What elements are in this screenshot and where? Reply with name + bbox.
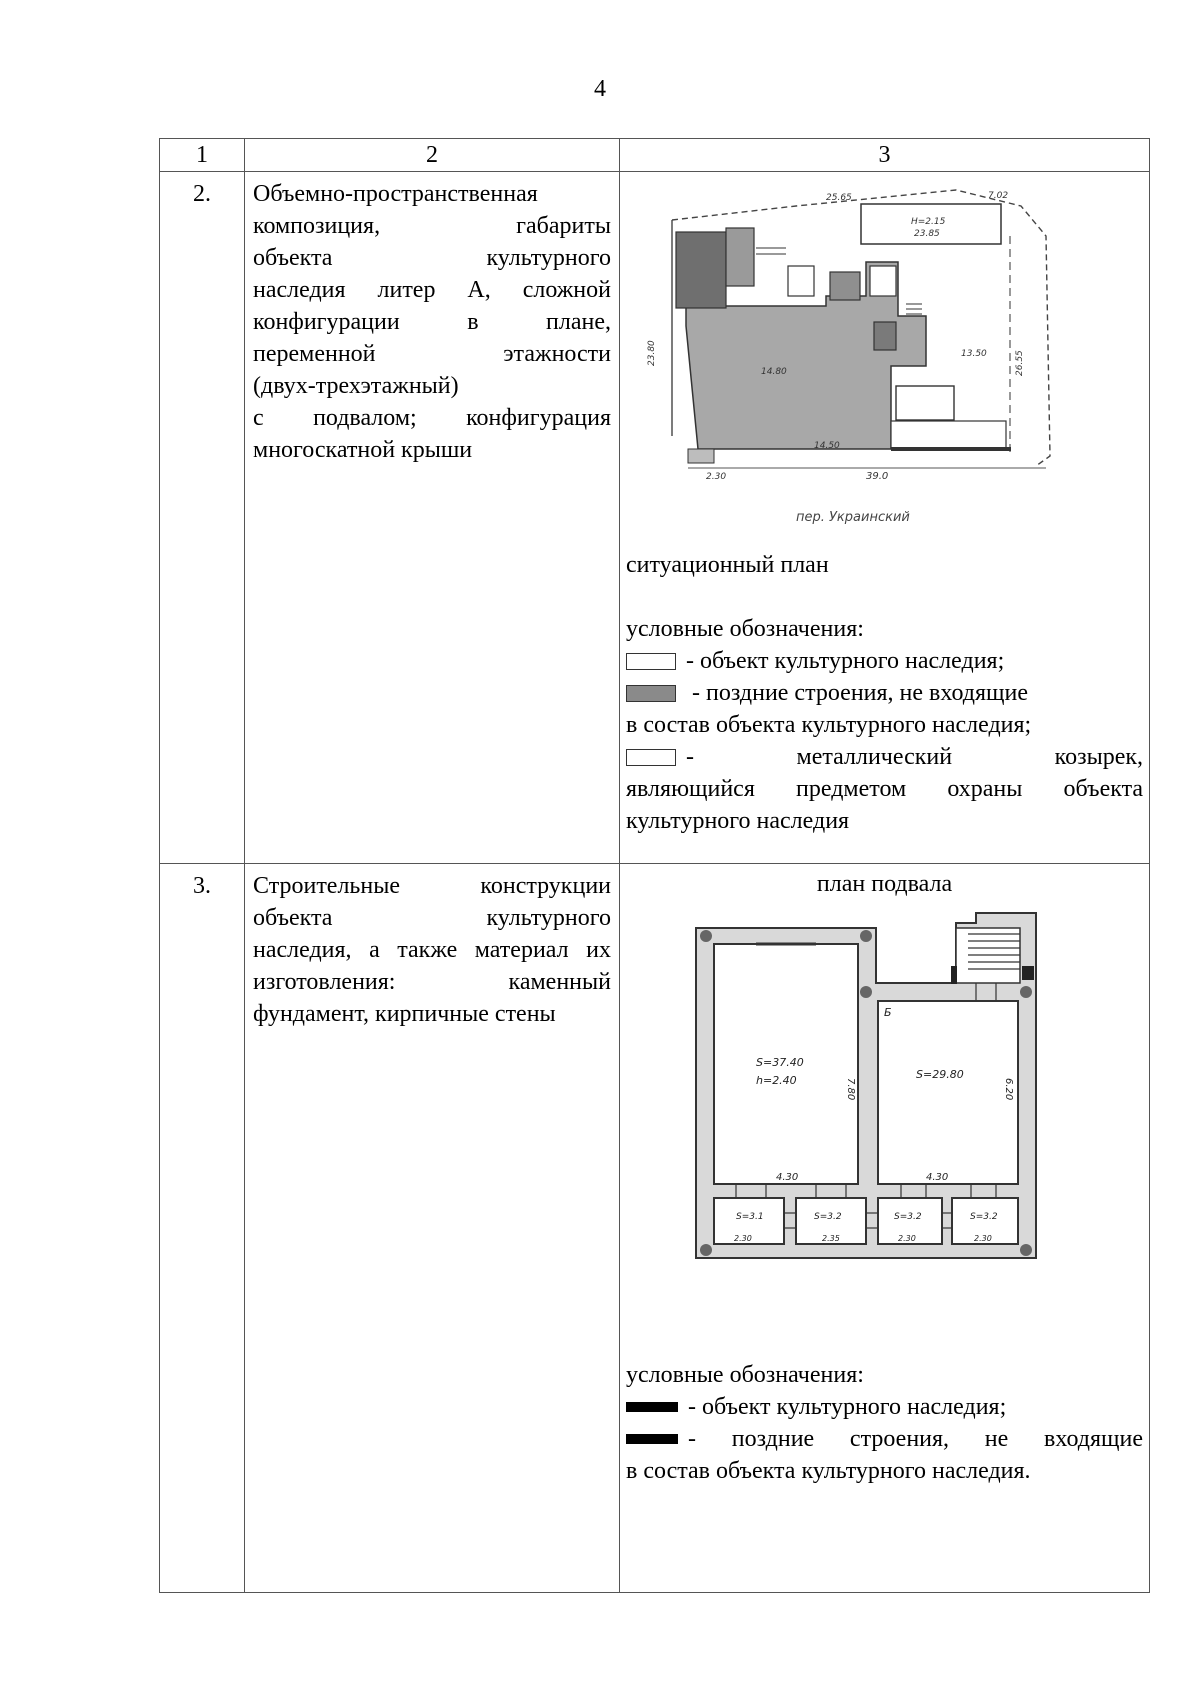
legend-swatch-late-buildings [626,685,676,702]
room-dimension: 7.80 [845,1078,856,1101]
plan-street-label: пер. Украинский [796,510,910,525]
legend-item [626,645,1143,677]
table-header-row [160,139,1150,172]
description-line: конфигурации в плане, [253,309,611,335]
description-line: композиция, габариты [253,213,611,239]
description-line: (двух-трехэтажный) [253,373,459,399]
legend-item [626,677,1143,709]
page-number: 4 [594,76,606,102]
plan-dimension: 26.55 [1015,350,1025,376]
description-line: фундамент, кирпичные стены [253,1001,556,1027]
small-room-dimension: 2.30 [734,1234,752,1243]
plan-dimension: 13.50 [961,349,987,359]
plan-dimension: Н=2.15 [911,217,946,227]
plan-caption: план подвала [816,871,953,897]
description-line: наследия литер А, сложной [253,277,611,303]
room-dimension: 4.30 [926,1172,949,1183]
legend-swatch-canopy [626,749,676,766]
small-room-area: S=3.2 [814,1212,842,1222]
legend-item [626,1423,1143,1455]
basement-plan-image [626,908,1146,1318]
legend-swatch-heritage [626,1402,678,1412]
description-line: с подвалом; конфигурация [253,405,611,431]
description-line: переменной этажности [253,341,611,367]
small-room-area: S=3.2 [970,1212,998,1222]
plan-dimension: 7.02 [988,191,1009,201]
legend-title: условные обозначения: [626,616,864,642]
plan-dimension: 23.80 [647,340,657,366]
legend-text: - поздние строения, не входящие [688,1426,1143,1452]
legend-title: условные обозначения: [626,1362,864,1388]
legend-swatch-heritage [626,653,676,670]
room-label: Б [884,1006,892,1019]
legend-text: - поздние строения, не входящие [692,680,1028,706]
header-col-2: 2 [245,139,620,172]
description-line: наследия, а также материал их [253,937,611,963]
row-illustration [620,864,1150,1593]
plan-dimension: 14.50 [814,441,840,451]
description-line: Строительные конструкции [253,873,611,899]
plan-caption: ситуационный план [626,552,829,578]
description-line: изготовления: каменный [253,969,611,995]
legend-text: - объект культурного наследия; [688,1394,1007,1420]
header-col-3: 3 [620,139,1150,172]
plan-dimension: 39.0 [866,471,889,482]
plan-dimension: 25.65 [826,193,852,203]
plan-dimension: 14.80 [761,367,787,377]
legend-text: культурного наследия [626,808,850,834]
row-description [245,172,620,864]
small-room-dimension: 2.30 [974,1234,992,1243]
legend-text: - металлический козырек, [686,744,1143,770]
small-room-area: S=3.1 [736,1212,764,1222]
room-dimension: 6.20 [1003,1078,1014,1101]
description-line: объекта культурного [253,245,611,271]
legend-item [626,1391,1143,1423]
content-table [159,138,1150,1593]
small-room-dimension: 2.30 [898,1234,916,1243]
room-area: S=37.40 [756,1056,804,1069]
description-line: многоскатной крыши [253,437,473,463]
situation-plan-image [626,176,1146,546]
description-line: объекта культурного [253,905,611,931]
table-row [160,864,1150,1593]
room-height: h=2.40 [756,1074,797,1087]
legend-text: являющийся предметом охраны объекта [626,776,1143,802]
table-row [160,172,1150,864]
row-number: 2. [160,172,245,864]
plan-dimension: 2.30 [706,472,727,482]
legend-text: в состав объекта культурного наследия; [626,712,1032,738]
small-room-dimension: 2.35 [822,1234,840,1243]
description-line: Объемно-пространственная [253,181,538,207]
row-number: 3. [160,864,245,1593]
row-description [245,864,620,1593]
row-illustration [620,172,1150,864]
room-area: S=29.80 [916,1068,964,1081]
legend-text: - объект культурного наследия; [686,648,1005,674]
legend-item [626,741,1143,773]
plan-dimension: 23.85 [914,229,940,239]
legend-text: в состав объекта культурного наследия. [626,1458,1031,1484]
room-dimension: 4.30 [776,1172,799,1183]
small-room-area: S=3.2 [894,1212,922,1222]
legend-swatch-late-buildings [626,1434,678,1444]
header-col-1: 1 [160,139,245,172]
